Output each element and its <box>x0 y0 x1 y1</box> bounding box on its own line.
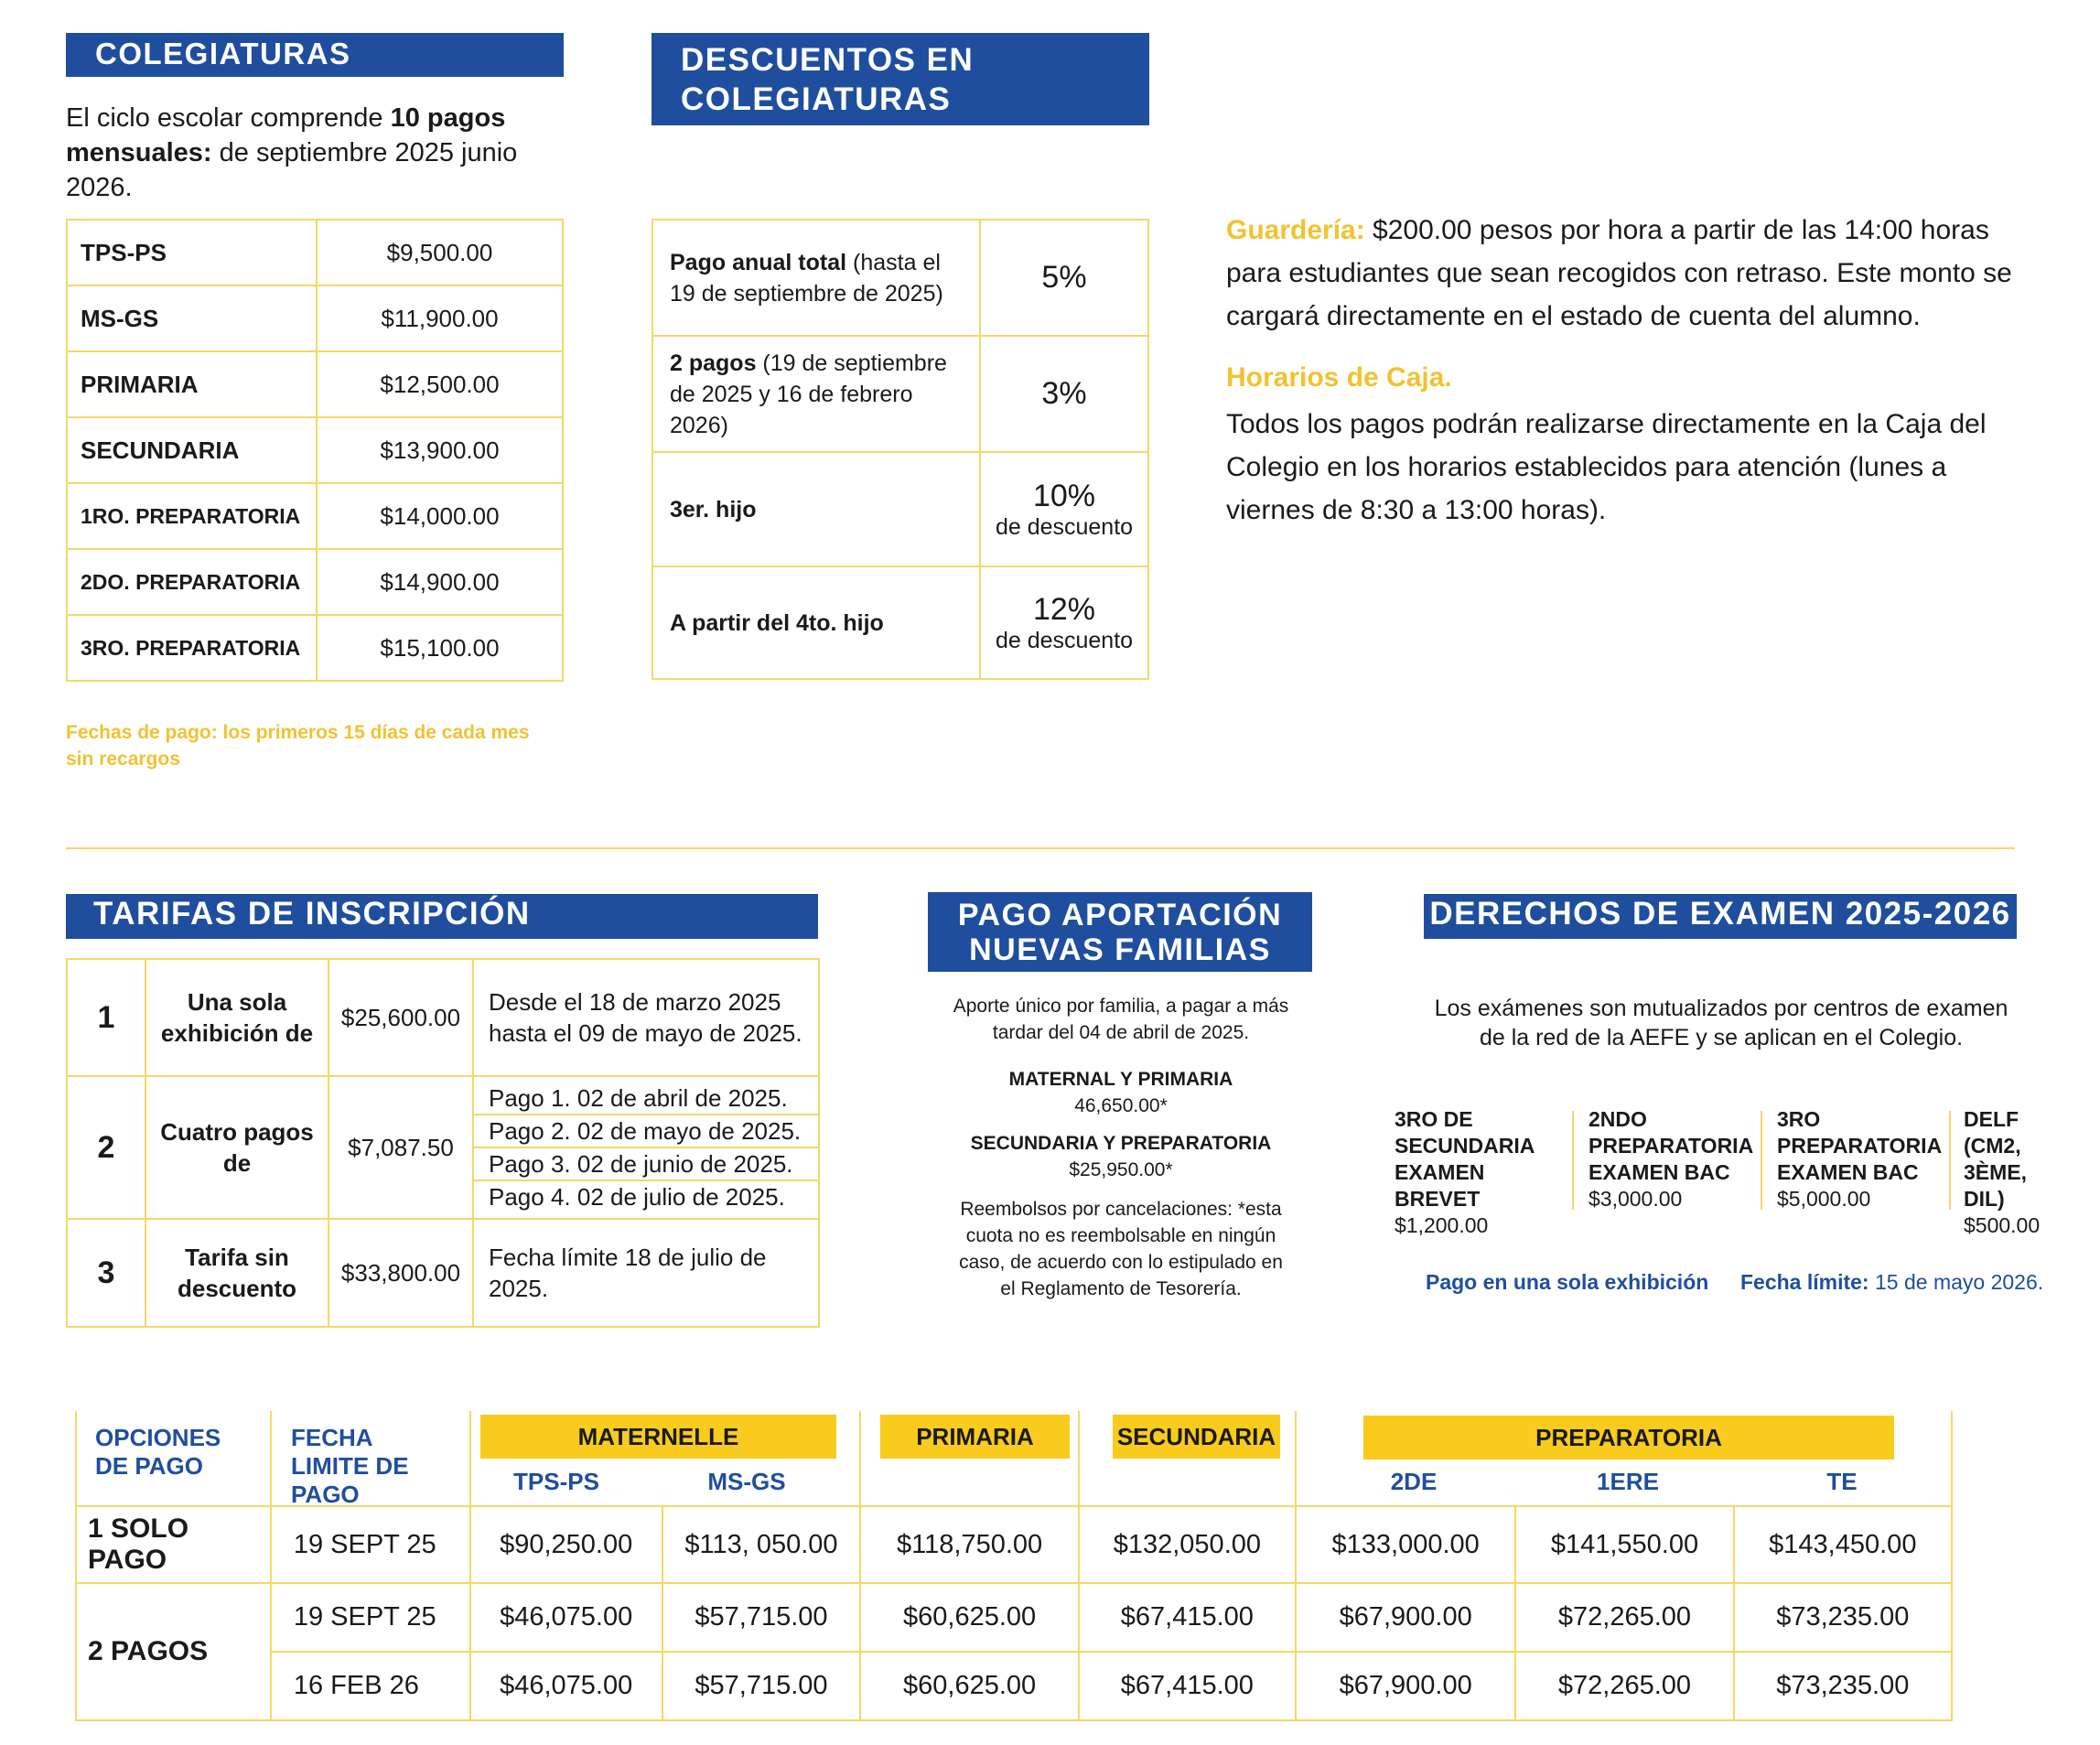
aportacion-intro: Aporte único por familia, a pagar a más tardar del 04 de abril de 2025. <box>953 996 1289 1043</box>
amount: $25,600.00 <box>328 959 473 1076</box>
sub-1ere: 1ERE <box>1597 1468 1659 1495</box>
amount: $12,500.00 <box>317 351 563 417</box>
amount: $9,500.00 <box>317 220 563 285</box>
row-date: 16 FEB 26 <box>271 1652 470 1720</box>
table-row <box>652 336 1148 452</box>
exam-item <box>1395 1106 1568 1239</box>
maternal-label: MATERNAL Y PRIMARIA <box>1008 1069 1233 1090</box>
discount-label: 2 pagos (19 de septiembre de 2025 y 16 de febrero 2026) <box>652 336 980 452</box>
amount: $7,087.50 <box>328 1076 473 1219</box>
table-row <box>76 1506 1952 1583</box>
intro-bold: 10 pagos mensuales: <box>66 103 506 167</box>
descuentos-title <box>652 33 1149 125</box>
table-cell: $57,715.00 <box>662 1583 861 1652</box>
detail-item: Pago 1. 02 de abril de 2025. <box>474 1083 818 1115</box>
secundaria-badge: SECUNDARIA <box>1113 1415 1280 1459</box>
aportacion-title <box>928 892 1312 972</box>
discount-label: 3er. hijo <box>652 452 980 566</box>
table-row <box>67 483 563 549</box>
exam-item <box>1964 1106 2073 1239</box>
exam-label: 2NDO PREPARATORIA EXAMEN BAC <box>1588 1107 1753 1184</box>
detail-item: Pago 2. 02 de mayo de 2025. <box>474 1115 818 1148</box>
option-detail-list <box>473 1076 819 1219</box>
table-row <box>652 220 1148 336</box>
exam-amount: $3,000.00 <box>1588 1187 1683 1211</box>
aportacion-title-line-1: PAGO APORTACIÓN <box>957 898 1283 932</box>
table-row <box>652 452 1148 566</box>
fecha-label: Fecha límite: <box>1740 1270 1869 1294</box>
table-cell: $90,250.00 <box>470 1506 662 1583</box>
exam-label: 3RO PREPARATORIA EXAMEN BAC <box>1777 1107 1942 1184</box>
preparatoria-badge: PREPARATORIA <box>1363 1416 1894 1460</box>
level-label: MS-GS <box>67 285 317 351</box>
amount: $11,900.00 <box>317 285 563 351</box>
discount-label: A partir del 4to. hijo <box>652 566 980 679</box>
maternal-amount: 46,650.00* <box>1074 1095 1168 1116</box>
table-cell: $72,265.00 <box>1515 1583 1733 1652</box>
detail-item: Pago 3. 02 de junio de 2025. <box>474 1148 818 1181</box>
detail-item: Pago 4. 02 de julio de 2025. <box>489 1183 785 1211</box>
table-cell: $60,625.00 <box>860 1652 1078 1720</box>
table-cell: $73,235.00 <box>1734 1583 1952 1652</box>
exam-label: DELF (CM2, 3ÈME, DIL) <box>1964 1107 2028 1211</box>
table-cell: $46,075.00 <box>470 1583 662 1652</box>
examen-title: DERECHOS DE EXAMEN 2025-2026 <box>1424 894 2017 939</box>
guarderia-text: Guardería: $200.00 pesos por hora a partir de las 14:00 horas para estudiantes que sean recogidos con retraso. Este monto se cargará directamente en el estado de cuenta del alumno. <box>1226 215 2012 331</box>
amount: $14,900.00 <box>317 549 563 615</box>
sub-ms-gs: MS-GS <box>707 1468 786 1495</box>
table-row <box>67 549 563 615</box>
inscripcion-title: TARIFAS DE INSCRIPCIÓN <box>66 894 818 939</box>
exam-amount: $500.00 <box>1964 1213 2041 1237</box>
row-number: 2 <box>67 1076 145 1219</box>
option-label: Tarifa sin descuento <box>145 1219 328 1327</box>
refund-note: Reembolsos por cancelaciones: *esta cuota no es reembolsable en ningún caso, de acuerdo con lo estipulado en el Reglamento de Tesorería. <box>959 1199 1283 1299</box>
level-label: PRIMARIA <box>67 351 317 417</box>
guarderia-label: Guardería: <box>1226 215 1365 245</box>
discount-value: 5% <box>980 220 1148 336</box>
descuentos-table <box>652 219 1149 680</box>
table-row <box>67 417 563 483</box>
exam-separator <box>1949 1111 1951 1210</box>
level-label: 2DO. PREPARATORIA <box>67 549 317 615</box>
level-label: SECUNDARIA <box>67 417 317 483</box>
option-detail: Desde el 18 de marzo 2025 hasta el 09 de mayo de 2025. <box>473 959 819 1076</box>
descuentos-title-line-2: COLEGIATURAS <box>681 81 952 117</box>
table-cell: $132,050.00 <box>1079 1506 1296 1583</box>
table-cell: $118,750.00 <box>860 1506 1078 1583</box>
row-date: 19 SEPT 25 <box>271 1506 470 1583</box>
option-detail: Fecha límite 18 de julio de 2025. <box>473 1219 819 1327</box>
discount-value: 3% <box>980 336 1148 452</box>
amount: $14,000.00 <box>317 483 563 549</box>
secundaria-amount: $25,950.00* <box>1069 1159 1173 1180</box>
sub-2de: 2DE <box>1390 1468 1438 1495</box>
fechas-pago-note: Fechas de pago: los primeros 15 días de cada mes sin recargos <box>66 722 530 770</box>
primaria-badge: PRIMARIA <box>880 1415 1070 1459</box>
table-cell: $67,415.00 <box>1079 1652 1296 1720</box>
maternelle-badge: MATERNELLE <box>480 1415 836 1459</box>
table-row <box>67 351 563 417</box>
row-date: 19 SEPT 25 <box>271 1583 470 1652</box>
exam-pago-note: Pago en una sola exhibición <box>1426 1270 1709 1294</box>
exam-label: 3RO DE SECUNDARIA EXAMEN BREVET <box>1395 1107 1535 1211</box>
discount-value: 12% de descuento <box>980 566 1148 679</box>
exam-separator <box>1572 1111 1574 1210</box>
fecha-value: 15 de mayo 2026. <box>1868 1270 2044 1294</box>
table-cell: $73,235.00 <box>1734 1652 1952 1720</box>
table-row <box>67 1219 819 1327</box>
table-row <box>76 1652 1952 1720</box>
discount-label: Pago anual total (hasta el 19 de septiembre de 2025) <box>652 220 980 336</box>
caja-text: Todos los pagos podrán realizarse directamente en la Caja del Colegio en los horarios establecidos para atención (lunes a viernes de 8:30 a 13:00 horas). <box>1226 409 1987 525</box>
sub-te: TE <box>1826 1468 1858 1495</box>
amount: $33,800.00 <box>328 1219 473 1327</box>
exam-item <box>1588 1106 1762 1212</box>
row-label: 2 PAGOS <box>76 1583 271 1720</box>
examen-intro: Los exámenes son mutualizados por centros de examen de la red de la AEFE y se aplican en el Colegio. <box>1434 996 2008 1050</box>
row-number: 1 <box>67 959 145 1076</box>
table-cell: $141,550.00 <box>1515 1506 1733 1583</box>
table-cell: $67,415.00 <box>1079 1583 1296 1652</box>
table-row <box>67 220 563 285</box>
level-label: TPS-PS <box>67 220 317 285</box>
descuentos-title-line-1: DESCUENTOS EN <box>681 42 975 78</box>
caja-label: Horarios de Caja. <box>1226 362 1452 393</box>
table-row <box>67 959 819 1076</box>
table-cell: $46,075.00 <box>470 1652 662 1720</box>
colegiaturas-intro <box>66 101 542 205</box>
colegiaturas-title: COLEGIATURAS <box>66 33 564 77</box>
colegiaturas-table <box>66 219 564 682</box>
table-cell: $143,450.00 <box>1734 1506 1952 1583</box>
table-row <box>67 615 563 681</box>
table-cell: $72,265.00 <box>1515 1652 1733 1720</box>
table-cell: $60,625.00 <box>860 1583 1078 1652</box>
exam-item <box>1777 1106 1942 1212</box>
option-label: Cuatro pagos de <box>145 1076 328 1219</box>
col-fecha-header: FECHA LIMITE DE PAGO <box>291 1424 409 1508</box>
level-label: 3RO. PREPARATORIA <box>67 615 317 681</box>
discount-value: 10% de descuento <box>980 452 1148 566</box>
table-row <box>76 1583 1952 1652</box>
row-number: 3 <box>67 1219 145 1327</box>
row-label: 1 SOLO PAGO <box>76 1506 271 1583</box>
table-row <box>652 566 1148 679</box>
exam-amount: $1,200.00 <box>1395 1213 1489 1237</box>
level-label: 1RO. PREPARATORIA <box>67 483 317 549</box>
table-cell: $57,715.00 <box>662 1652 861 1720</box>
inscripcion-table <box>66 958 820 1328</box>
amount: $15,100.00 <box>317 615 563 681</box>
intro-text-2: de septiembre 2025 junio 2026. <box>66 138 518 202</box>
exam-amount: $5,000.00 <box>1777 1187 1871 1211</box>
secundaria-label: SECUNDARIA Y PREPARATORIA <box>970 1133 1272 1154</box>
table-cell: $67,900.00 <box>1296 1652 1515 1720</box>
aportacion-title-line-2: NUEVAS FAMILIAS <box>969 932 1271 967</box>
section-divider <box>66 847 2015 849</box>
option-label: Una sola exhibición de <box>145 959 328 1076</box>
aportacion-block <box>952 993 1290 1302</box>
col-opciones-header: OPCIONES DE PAGO <box>95 1424 221 1480</box>
table-cell: $67,900.00 <box>1296 1583 1515 1652</box>
table-cell: $113, 050.00 <box>662 1506 861 1583</box>
table-cell: $133,000.00 <box>1296 1506 1515 1583</box>
amount: $13,900.00 <box>317 417 563 483</box>
exam-fecha-limite <box>1740 1270 2043 1295</box>
table-row <box>67 285 563 351</box>
sub-tps-ps: TPS-PS <box>513 1468 599 1495</box>
exam-separator <box>1761 1111 1762 1210</box>
intro-text-1: El ciclo escolar comprende <box>66 103 391 133</box>
table-row <box>67 1076 819 1219</box>
